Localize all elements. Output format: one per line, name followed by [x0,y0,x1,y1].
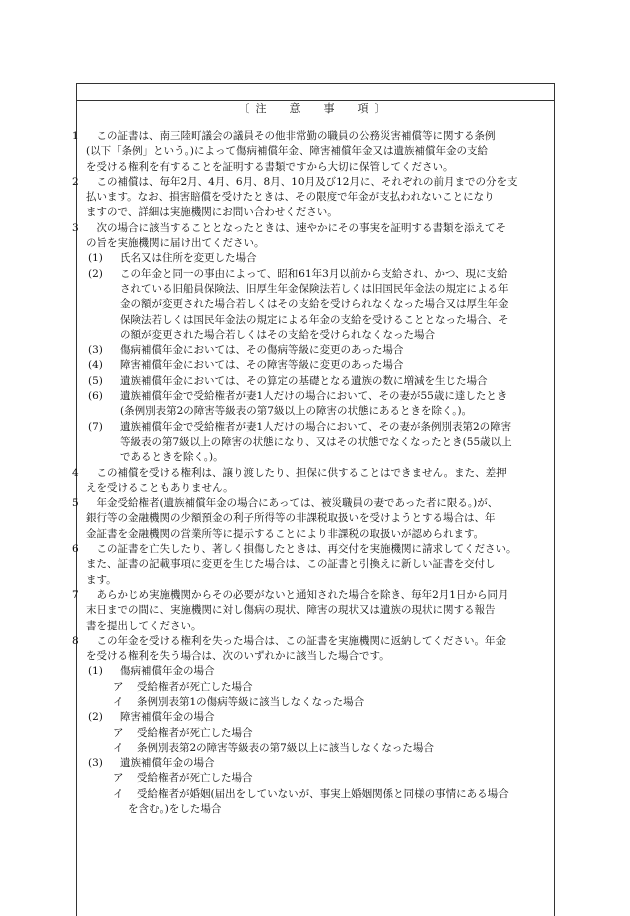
notice-body [72,129,553,817]
item-line: この証書は、南三陸町議会の議員その他非常勤の職員の公務災害補償等に関する条例 [86,130,496,142]
item-line: 年金受給権者(遺族補償年金の場合にあっては、被災職員の妻であった者に限る。)が、 [86,497,499,510]
subsubitem [76,680,553,695]
subitem-text: 遺族補償年金においては、その算定の基礎となる遺族の数に増減を生じた場合 [120,374,488,387]
subitem-text: この年金と同一の事由によって、昭和61年3月以前から支給され、かつ、現に支給 [120,267,508,280]
subitem-text: 傷病補償年金においては、その傷病等級に変更のあった場合 [120,344,404,357]
item-2 [72,175,553,221]
subsubitem-text: 条例別表第2の障害等級表の第7級以上に該当しなくなった場合 [137,741,434,754]
subitem-2 [76,710,553,725]
item-8-subitems [76,664,553,817]
subsubitem-text: 受給権者が死亡した場合 [137,772,253,785]
item-5 [72,496,553,542]
subsubitem-line: を含む。)をした場合 [128,803,222,816]
item-line: ますので、詳細は実施機関にお問い合わせください。 [86,206,338,219]
subsubitem-mark: イ [113,741,124,754]
subsubitem [76,787,553,802]
subitem-mark: (1) [88,252,103,265]
subitem-mark: (3) [88,757,103,770]
item-number: 1 [72,130,79,142]
subitem-text: 氏名又は住所を変更した場合 [120,252,257,265]
item-7 [72,588,553,634]
item-line: この補償を受ける権利は、譲り渡したり、担保に供することはできません。また、差押 [86,466,507,479]
item-line: この補償は、毎年2月、4月、6月、8月、10月及び12月に、それぞれの前月までの分を支 [86,175,518,188]
item-line: あらかじめ実施機関からその必要がないと通知された場合を除き、毎年2月1日から同月 [86,588,509,601]
subsubitem-mark: ア [113,772,124,785]
item-number: 8 [72,634,79,647]
item-line: 書を提出してください。 [86,619,202,632]
subsubitem-mark: ア [113,680,124,693]
subsubitem-text: 受給権者が死亡した場合 [137,726,253,739]
subsubitem-mark: イ [113,787,124,800]
subitem-mark: (4) [88,359,103,372]
subsubitem-text: 受給権者が婚姻(届出をしていないが、事実上婚姻関係と同様の事情にある場合 [137,787,509,800]
item-number: 2 [72,175,79,188]
item-1 [72,129,553,175]
item-line: を受ける権利を有することを証明する書類ですから大切に保管してください。 [86,160,454,173]
subsubitem [76,726,553,741]
item-number: 6 [72,543,79,556]
item-number: 7 [72,588,79,601]
subitem-mark: (2) [88,267,103,280]
item-8 [72,634,553,665]
item-line: を受ける権利を失う場合は、次のいずれかに該当した場合です。 [86,650,390,663]
item-line: 払います。なお、損害賠償を受けたときは、その限度で年金が支払われないことになり [86,191,495,204]
item-line: 末日までの間に、実施機関に対し傷病の現状、障害の現状又は遺族の現状に関する報告 [86,604,496,617]
subitem-mark: (1) [88,665,103,678]
item-3-subitems [76,251,553,465]
subitem-mark: (2) [88,711,103,724]
item-3 [72,221,553,252]
item-number: 5 [72,497,79,510]
item-line: また、証書の記載事項に変更を生じた場合は、この証書と引換えに新しい証書を交付し [86,558,496,571]
subsubitem-mark: ア [113,726,124,739]
subitem-label: 障害補償年金の場合 [120,711,215,724]
subitem-line: 保険法若しくは国民年金法の規定による年金の支給を受けることとなった場合、そ [120,313,509,326]
subitem-mark: (5) [88,374,103,387]
item-line: この年金を受ける権利を失った場合は、この証書を実施機関に返納してください。年金 [86,634,506,647]
subitem-2 [76,267,553,282]
subitem-line: (条例別表第2の障害等級表の第7級以上の障害の状態にあるときを除く。)。 [120,405,473,418]
subitem-mark: (7) [88,420,103,433]
item-number: 3 [72,221,79,234]
subitem-6 [76,389,553,404]
subitem-text: 障害補償年金においては、その障害等級に変更のあった場合 [120,359,404,372]
subitem-label: 遺族補償年金の場合 [120,757,215,770]
subsubitem-mark: イ [113,695,124,708]
item-line: の旨を実施機関に届け出てください。 [86,237,265,250]
item-number: 4 [72,466,79,479]
subitem-label: 傷病補償年金の場合 [120,665,215,678]
subitem-4 [76,358,553,373]
item-line: えを受けることもありません。 [86,481,234,494]
subitem-7 [76,420,553,435]
subsubitem-text: 受給権者が死亡した場合 [137,680,253,693]
page-title: 〔注 意 事 項〕 [238,102,392,115]
subitem-3 [76,343,553,358]
subsubitem-text: 条例別表第1の傷病等級に該当しなくなった場合 [137,695,365,708]
item-line: ます。 [86,573,117,586]
subsubitem [76,771,553,786]
subitem-mark: (6) [88,390,103,403]
item-line: (以下「条例」という。)によって傷病補償年金、障害補償年金又は遺族補償年金の支給 [86,145,488,158]
subitem-text: 遺族補償年金で受給権者が妻1人だけの場合において、その妻が55歳に達したとき [120,390,508,403]
item-4 [72,466,553,497]
subitem-line: されている旧船員保険法、旧厚生年金保険法若しくは旧国民年金法の規定による年 [120,282,509,295]
subitem-line: 等級表の第7級以上の障害の状態になり、又はその状態でなくなったとき(55歳以上 [120,435,512,448]
subsubitem [76,741,553,756]
item-6 [72,542,553,588]
subitem-1 [76,251,553,266]
subitem-line: であるときを除く。)。 [120,451,224,464]
subitem-1 [76,664,553,679]
item-line: 次の場合に該当することとなったときは、速やかにその事実を証明する書類を添えてそ [86,221,506,234]
subitem-3 [76,756,553,771]
item-line: 金証書を金融機関の営業所等に提示することにより非課税の取扱いが認められます。 [86,527,485,540]
subitem-line: の額が変更された場合若しくはその支給を受けられなくなった場合 [120,328,435,341]
item-line: 銀行等の金融機関の少額預金の利子所得等の非課税取扱いを受けようとする場合は、年 [86,512,496,525]
subitem-mark: (3) [88,344,103,357]
subitem-5 [76,374,553,389]
subitem-text: 遺族補償年金で受給権者が妻1人だけの場合において、その妻が条例別表第2の障害 [120,420,512,433]
item-line: この証書を亡失したり、著しく損傷したときは、再交付を実施機関に請求してください。 [86,543,517,556]
subsubitem [76,695,553,710]
subitem-line: 金の額が変更された場合若しくはその支給を受けられなくなった場合又は厚生年金 [120,298,509,311]
